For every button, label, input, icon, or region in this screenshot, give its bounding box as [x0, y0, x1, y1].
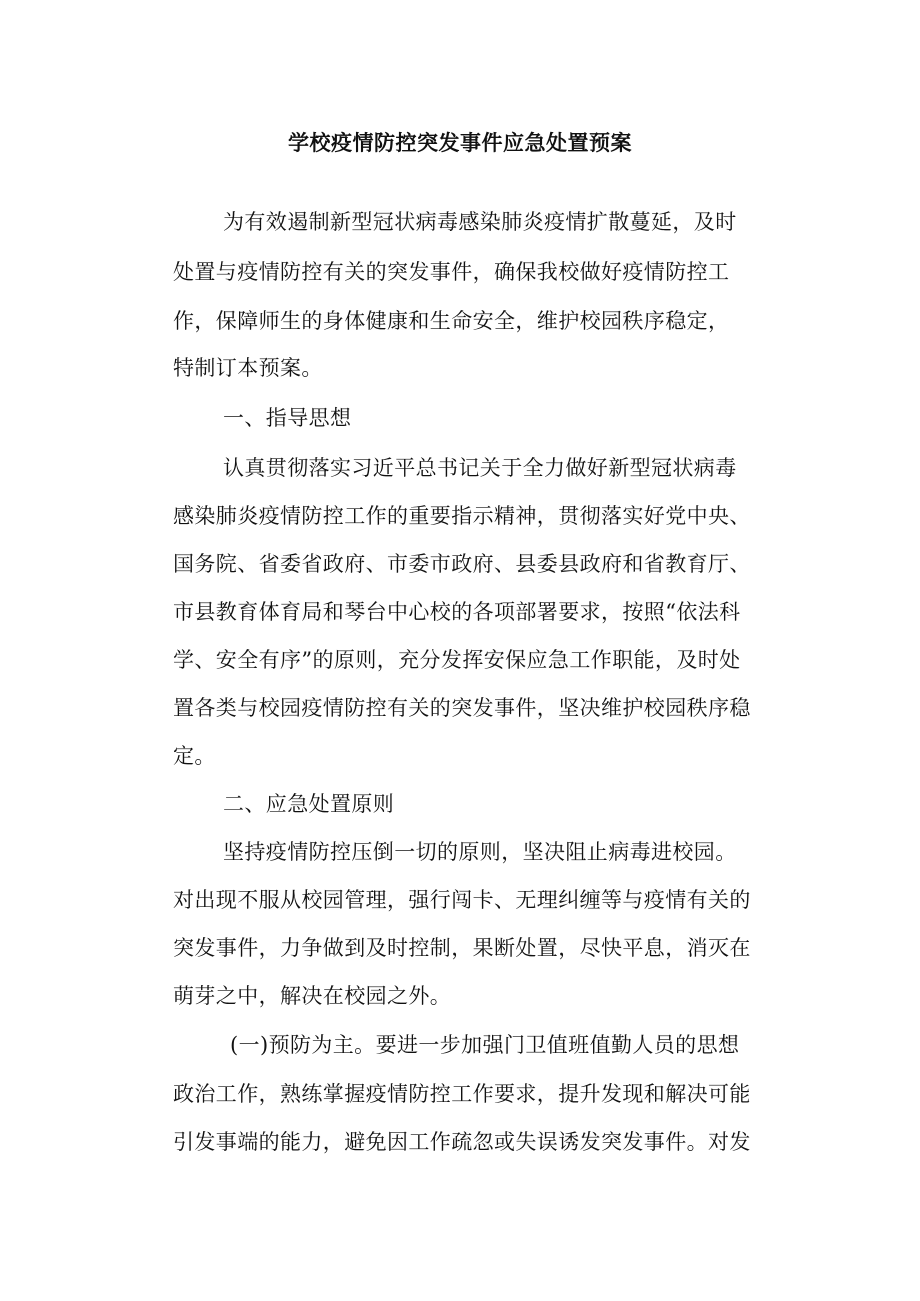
- body-line: 萌芽之中，解决在校园之外。: [173, 984, 452, 1008]
- body-line: 为有效遏制新型冠状病毒感染肺炎疫情扩散蔓延，及时: [223, 210, 737, 234]
- body-line: 处置与疫情防控有关的突发事件，确保我校做好疫情防控工: [173, 260, 730, 284]
- body-line: 国务院、省委省政府、市委市政府、县委县政府和省教育厅、: [173, 552, 751, 576]
- document-title: 学校疫情防控突发事件应急处置预案: [288, 130, 632, 155]
- body-line: 市县教育体育局和琴台中心校的各项部署要求，按照“依法科: [173, 600, 741, 624]
- section-heading: 一、指导思想: [223, 406, 352, 430]
- body-line: 政治工作，熟练掌握疫情防控工作要求，提升发现和解决可能: [173, 1082, 751, 1106]
- body-line: 对出现不服从校园管理，强行闯卡、无理纠缠等与疫情有关的: [173, 888, 751, 912]
- body-line: 作，保障师生的身体健康和生命安全，维护校园秩序稳定，: [173, 309, 730, 333]
- body-line: 引发事端的能力，避免因工作疏忽或失误诱发突发事件。对发: [173, 1130, 751, 1154]
- body-line: 突发事件，力争做到及时控制，果断处置，尽快平息，消灭在: [173, 936, 751, 960]
- section-heading: 二、应急处置原则: [223, 792, 395, 816]
- body-line: 定。: [173, 744, 216, 768]
- body-line: 特制订本预案。: [173, 356, 323, 380]
- body-line: 感染肺炎疫情防控工作的重要指示精神，贯彻落实好党中央、: [173, 504, 751, 528]
- body-line: 认真贯彻落实习近平总书记关于全力做好新型冠状病毒: [223, 456, 737, 480]
- body-line: 坚持疫情防控压倒一切的原则，坚决阻止病毒进校园。: [223, 840, 737, 864]
- body-line: 置各类与校园疫情防控有关的突发事件，坚决维护校园秩序稳: [173, 696, 751, 720]
- body-line: (一)预防为主。要进一步加强门卫值班值勤人员的思想: [230, 1033, 740, 1057]
- body-line: 学、安全有序”的原则，充分发挥安保应急工作职能，及时处: [173, 648, 741, 672]
